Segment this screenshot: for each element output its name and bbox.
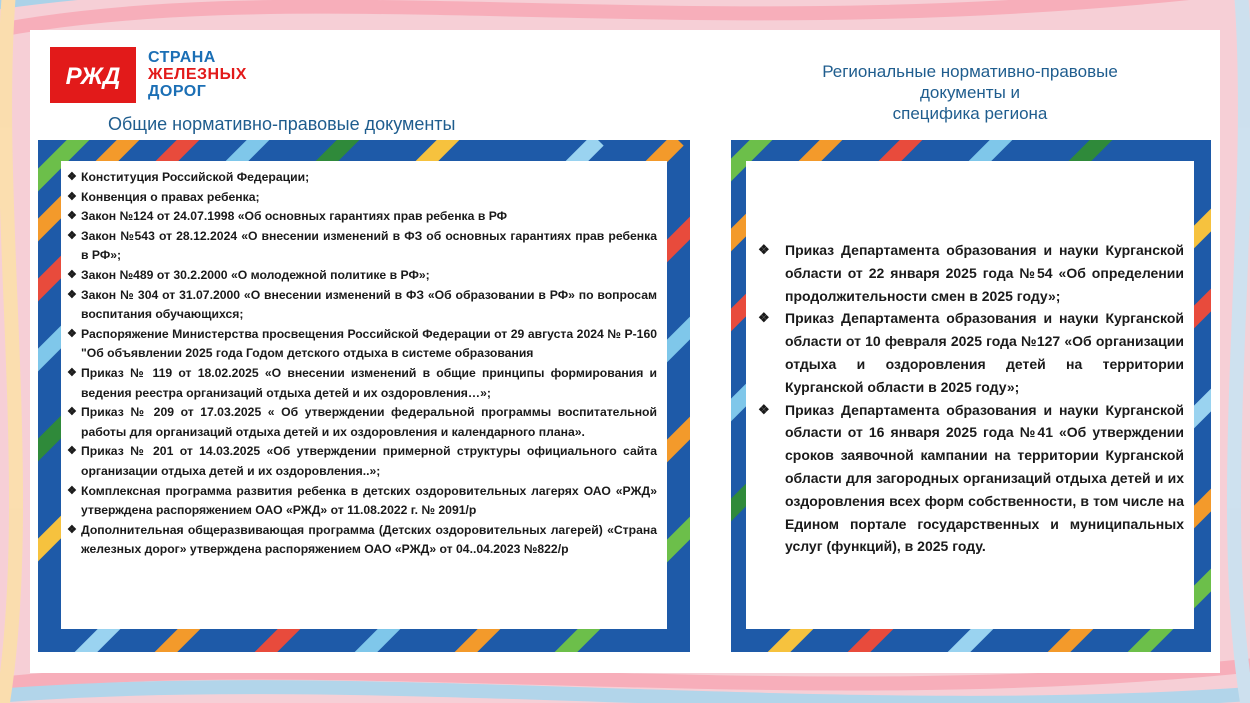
emblem-text: РЖД: [65, 63, 121, 90]
rzd-emblem: [50, 47, 136, 103]
list-item: [67, 207, 657, 227]
regional-heading-line-3: специфика региона: [892, 104, 1048, 123]
regional-docs-box: [746, 161, 1194, 629]
bullet-icon: ❖: [67, 366, 77, 379]
list-item: [758, 307, 1184, 398]
bullet-icon: ❖: [67, 190, 77, 203]
list-item: [67, 188, 657, 208]
doc-text: Закон №489 от 30.2.2000 «О молодежной политике в РФ»;: [81, 267, 430, 282]
doc-text: Распоряжение Министерства просвещения Российской Федерации от 29 августа 2024 № Р-160 "Об объявлении 2025 года Годом детского отдыха в системе образования: [81, 326, 657, 361]
list-item: [67, 403, 657, 442]
brand-line-1: СТРАНА: [148, 49, 216, 66]
doc-text: Дополнительная общеразвивающая программа (Детских оздоровительных лагерей) «Страна железных дорог» утверждена распоряжением ОАО «РЖД» от 04..04.2023 №822/р: [81, 522, 657, 557]
list-item: [67, 325, 657, 364]
regional-docs-panel: [731, 140, 1211, 652]
list-item: [67, 364, 657, 403]
federal-docs-list: [67, 168, 657, 560]
list-item: [67, 442, 657, 481]
doc-text: Закон №124 от 24.07.1998 «Об основных гарантиях прав ребенка в РФ: [81, 209, 508, 224]
list-item: [67, 521, 657, 560]
federal-docs-box: [61, 161, 667, 629]
bullet-icon: ❖: [758, 401, 770, 417]
doc-text: Комплексная программа развития ребенка в детских оздоровительных лагерях ОАО «РЖД» утверждена распоряжением ОАО «РЖД» от 11.08.2022 г. № 2091/р: [81, 483, 657, 518]
rzd-logo: [50, 47, 260, 107]
doc-text: Приказ Департамента образования и науки Курганской области от 10 февраля 2025 года №127 «Об организации отдыха и оздоровления детей на территории Курганской области в 2025 году»;: [785, 310, 1184, 395]
regional-heading-line-1: Региональные нормативно-правовые: [822, 62, 1118, 81]
doc-text: Закон №543 от 28.12.2024 «О внесении изменений в ФЗ об основных гарантиях прав ребенка в РФ»;: [81, 228, 657, 263]
doc-text: Конституция Российской Федерации;: [81, 170, 310, 184]
regional-docs-list: [758, 239, 1184, 558]
brand-name: [148, 49, 247, 100]
bullet-icon: ❖: [67, 406, 77, 419]
doc-text: Закон № 304 от 31.07.2000 «О внесении изменений в ФЗ «Об образовании в РФ» по вопросам воспитания обучающихся;: [81, 287, 657, 322]
bullet-icon: ❖: [67, 268, 77, 281]
list-item: [67, 286, 657, 325]
bullet-icon: ❖: [67, 327, 77, 340]
bullet-icon: ❖: [67, 445, 77, 458]
regional-docs-heading: [760, 61, 1180, 124]
doc-text: Приказ Департамента образования и науки Курганской области от 22 января 2025 года №54 «Об определении продолжительности смен в 2025 году»;: [785, 242, 1184, 304]
doc-text: Приказ № 209 от 17.03.2025 « Об утверждении федеральной программы воспитательной работы для организаций отдыха детей и их оздоровления и календарного плана».: [81, 405, 657, 439]
list-item: [758, 239, 1184, 307]
list-item: [758, 399, 1184, 559]
federal-docs-panel: [38, 140, 690, 652]
doc-text: Приказ Департамента образования и науки Курганской области от 16 января 2025 года №41 «Об утверждении сроков заявочной кампании на территории Курганской области для загородных организаций отдыха детей и их оздоровления всех форм собственности, в том числе на Едином портале государственных и муниципальных услуг (функций), в 2025 году.: [785, 401, 1184, 555]
brand-line-2: ЖЕЛЕЗНЫХ: [148, 66, 247, 83]
regional-heading-line-2: документы и: [919, 83, 1021, 102]
rzd-emblem-icon: [50, 47, 136, 103]
doc-text: Приказ № 201 от 14.03.2025 «Об утверждении примерной структуры официального сайта организации отдыха детей и их оздоровления..»;: [81, 444, 657, 478]
brand-line-3: ДОРОГ: [148, 83, 207, 100]
bullet-icon: ❖: [67, 171, 77, 183]
bullet-icon: ❖: [67, 484, 77, 497]
bullet-icon: ❖: [67, 210, 77, 223]
list-item: [67, 168, 657, 188]
doc-text: Конвенция о правах ребенка;: [81, 189, 260, 204]
doc-text: Приказ № 119 от 18.02.2025 «О внесении изменений в общие принципы формирования и ведения реестра организаций отдыха детей и их оздоровления…»;: [81, 365, 657, 400]
federal-docs-heading: Общие нормативно-правовые документы: [108, 114, 456, 134]
bullet-icon: ❖: [758, 310, 770, 326]
bullet-icon: ❖: [67, 288, 77, 301]
list-item: [67, 266, 657, 286]
bullet-icon: ❖: [67, 229, 77, 242]
list-item: [67, 227, 657, 266]
bullet-icon: ❖: [758, 242, 770, 257]
bullet-icon: ❖: [67, 523, 77, 536]
list-item: [67, 482, 657, 521]
